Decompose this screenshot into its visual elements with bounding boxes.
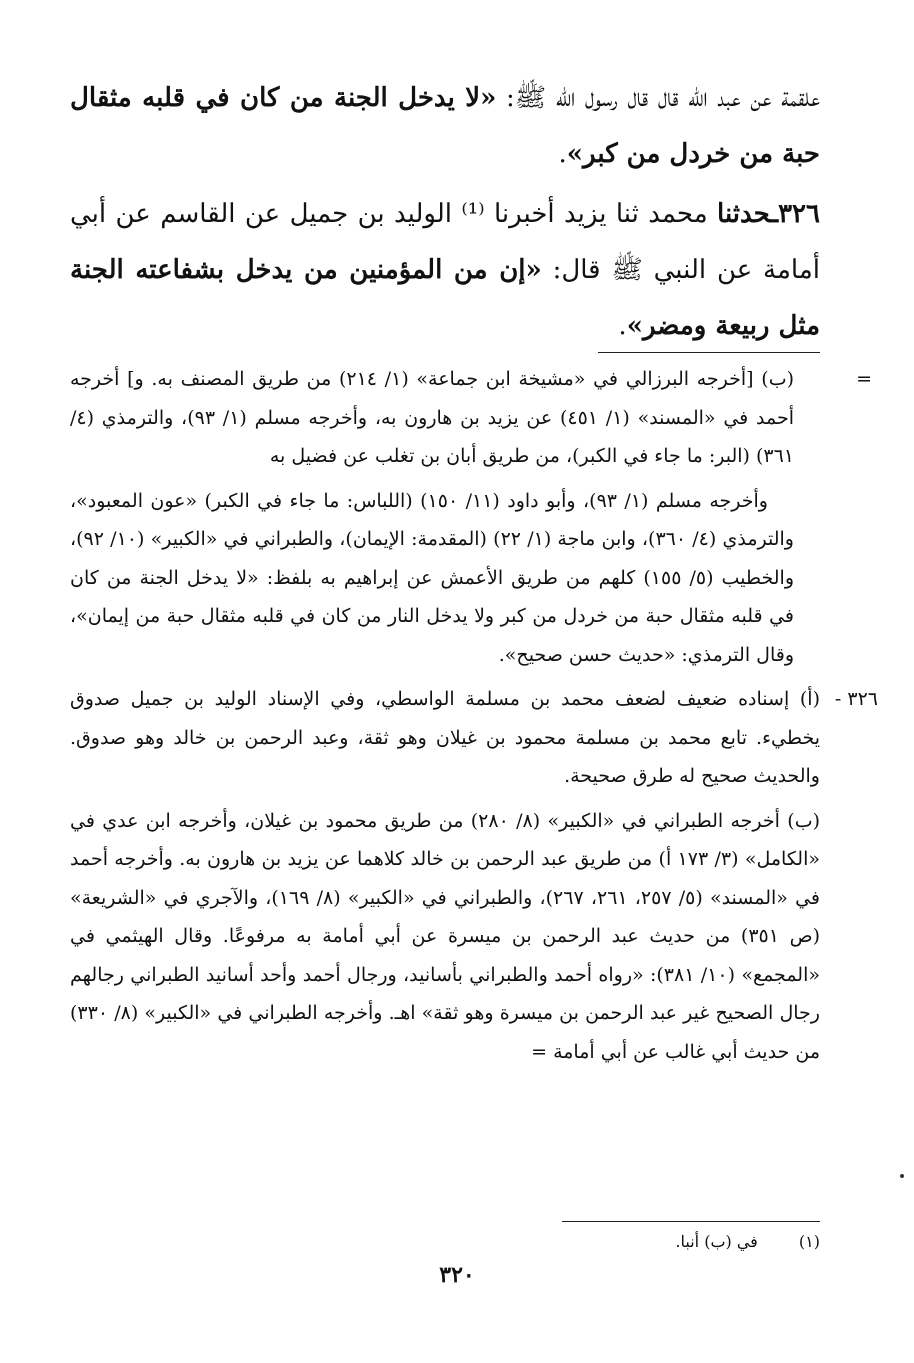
note-paragraph: [70, 482, 820, 675]
main-text-continuation: [70, 70, 820, 182]
note-text: (ب) أخرجه الطبراني في «الكبير» (٨/ ٢٨٠) من طريق محمود بن غيلان، وأخرجه ابن عدي في «الكامل» (٣/ ١٧٣ أ) من طريق عبد الرحمن بن خالد كلاهما عن يزيد بن هارون به. وأخرجه أحمد في «المسند» (٥/ ٢٥٧، ٢٦١، ٢٦٧)، والطبراني في «الكبير» (٨/ ١٦٩)، والآجري في «الشريعة» (ص ٣٥١) من حديث عبد الرحمن بن ميسرة عن أبي أمامة به مرفوعًا. وقال الهيثمي في «المجمع» (١٠/ ٣٨١): «رواه أحمد والطبراني بأسانيد، ورجال أحمد وأحد أسانيد الطبراني رجالهم رجال الصحيح غير عبد الرحمن بن ميسرة وهو ثقة» اهـ. وأخرجه الطبراني في «الكبير» (٨/ ٣٣٠) من حديث أبي غالب عن أبي أمامة =: [70, 809, 821, 1063]
footnote-mark: (١): [798, 1232, 820, 1251]
footnote-separator-rule: [562, 1221, 820, 1222]
note-text: (ب) [أخرجه البرزالي في «مشيخة ابن جماعة» (١/ ٢١٤) من طريق المصنف به. و] أخرجه أحمد في «المسند» (١/ ٤٥١) عن يزيد بن هارون به، وأخرجه مسلم (١/ ٩٣)، والترمذي (٤/ ٣٦١) (البر: ما جاء في الكبر)، من طريق أبان بن تغلب عن فضيل به: [70, 368, 794, 467]
note-text: (أ) إسناده ضعيف لضعف محمد بن مسلمة الواسطي، وفي الإسناد الوليد بن جميل صدوق يخطيء. تابع محمد بن مسلمة محمود بن غيلان وهو ثقة، وعبد الرحمن بن خالد وهو صدوق. والحديث صحيح له طرق صحيحة.: [70, 688, 820, 787]
hadith-paragraph: [70, 70, 820, 182]
note-326: [70, 680, 878, 796]
note-text: وأخرجه مسلم (١/ ٩٣)، وأبو داود (١١/ ١٥٠) (اللباس: ما جاء في الكبر) «عون المعبود»، والترمذي (٤/ ٣٦٠)، وابن ماجة (١/ ٢٢) (المقدمة: الإيمان)، والطبراني في «الكبير» (١٠/ ٩٢)، والخطيب (٥/ ١٥٥) كلهم من طريق الأعمش عن إبراهيم به بلفظ: «لا يدخل الجنة من كان في قلبه مثقال حبة من خردل من كبر ولا يدخل النار من كان في قلبه مثقال حبة من إيمان»، وقال الترمذي: «حديث حسن صحيح».: [70, 489, 794, 666]
hadith-number: ٣٢٦ـ: [770, 199, 820, 229]
footnote: [562, 1228, 820, 1256]
hadith-chain: علقمة عن عبد الله قال قال رسول الله ﷺ:: [496, 83, 821, 113]
notes-separator-rule: [598, 352, 820, 353]
hadith-lead-word: حدثنا: [717, 199, 771, 229]
continuation-mark: =: [856, 368, 872, 390]
hadith-paragraph: [70, 186, 820, 354]
note-number: ٣٢٦ -: [834, 688, 878, 710]
scan-speck: [900, 1174, 904, 1178]
hadith-chain: محمد ثنا يزيد أخبرنا ⁽¹⁾ الوليد بن جميل عن القاسم عن أبي أمامة عن النبي ﷺ قال:: [70, 199, 820, 285]
hadith-end: .: [618, 311, 627, 341]
hadith-quote: «إن من المؤمنين من يدخل بشفاعته الجنة مثل ربيعة ومضر»: [70, 255, 820, 341]
hadith-quote: «لا يدخل الجنة من كان في قلبه مثقال حبة من خردل من كبر»: [70, 83, 820, 169]
note-continued: [70, 360, 872, 476]
commentary-notes: [70, 360, 878, 1077]
main-text-hadith-326: [70, 186, 820, 354]
hadith-end: .: [558, 139, 567, 169]
note-326-b: [70, 802, 820, 1072]
footnote-text: في (ب) أنبا.: [675, 1232, 758, 1251]
page-number: ٣٢٠: [439, 1262, 475, 1288]
